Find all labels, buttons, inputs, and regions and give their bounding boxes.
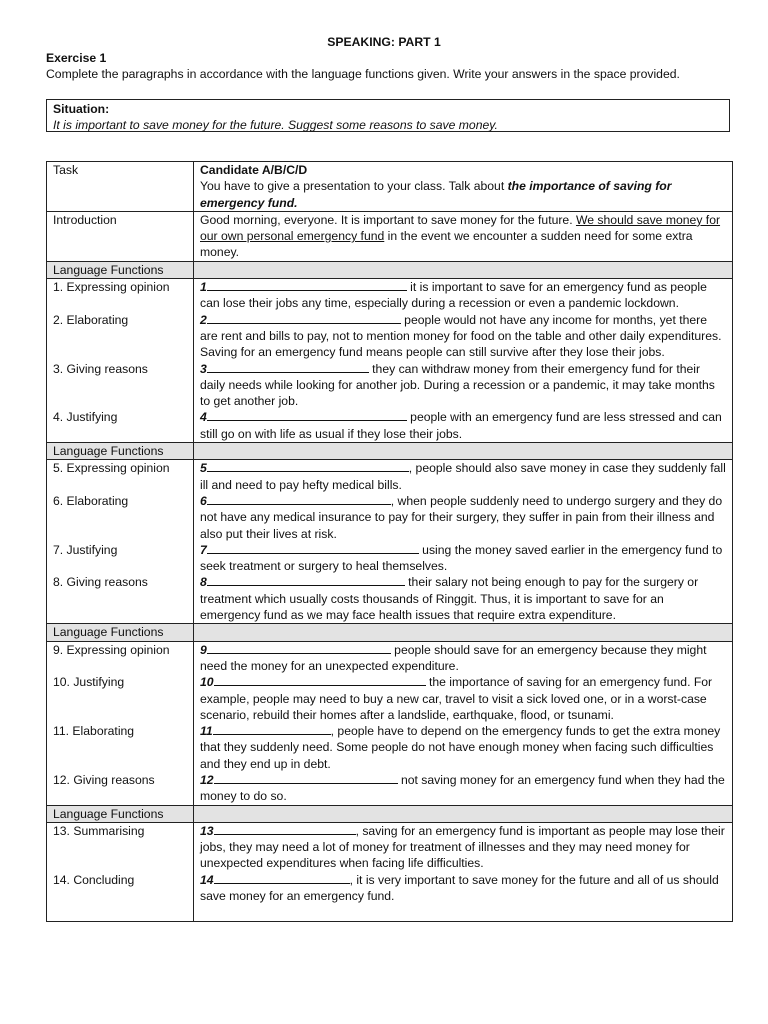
answer-blank[interactable] [207, 409, 407, 421]
answer-paragraph [200, 872, 726, 905]
answer-number: 7 [200, 542, 207, 557]
answer-text: , it is very important to save money for the future and all of us should save money for an emergency fund. [200, 872, 719, 904]
answer-number: 8 [200, 575, 207, 590]
trailing-space [200, 904, 726, 920]
answer-blank[interactable] [207, 542, 419, 554]
answer-number: 2 [200, 312, 207, 327]
task-prompt-text: You have to give a presentation to your class. Talk about [200, 179, 508, 194]
language-functions-label: Language Functions [53, 444, 164, 459]
situation-box [46, 99, 730, 132]
function-labels-cell [47, 641, 194, 805]
function-label: 7. Justifying [53, 542, 118, 557]
function-label: 6. Elaborating [53, 493, 129, 508]
function-label: 3. Giving reasons [53, 361, 148, 376]
language-functions-header-row [47, 261, 733, 278]
answer-blank[interactable] [207, 642, 391, 654]
answer-number: 3 [200, 361, 207, 376]
answer-paragraph [200, 574, 726, 623]
table-header-row [47, 162, 733, 212]
answer-paragraph [200, 823, 726, 872]
task-prompt-topic: the importance of saving for emergency fund. [200, 179, 672, 210]
function-label: 2. Elaborating [53, 312, 129, 327]
function-label: 13. Summarising [53, 823, 145, 838]
answer-paragraph [200, 642, 726, 675]
answer-text: their salary not being enough to pay for the surgery or treatment which usually costs thousands of Ringgit. Thus, it is important to save for an emergency fund as we may face health issues that require extra expenditure. [200, 575, 699, 623]
language-functions-header-row [47, 443, 733, 460]
answer-text: , people should also save money in case they suddenly fall ill and need to pay hefty medical bills. [200, 461, 726, 492]
function-label: 5. Expressing opinion [53, 461, 170, 476]
situation-label: Situation: [53, 102, 110, 116]
answer-number: 10 [200, 675, 214, 690]
function-label: 14. Concluding [53, 872, 135, 887]
answer-number: 11 [200, 724, 213, 739]
answer-blank[interactable] [213, 723, 331, 735]
answer-number: 13 [200, 823, 214, 838]
language-functions-empty-cell [194, 443, 733, 460]
page-title: SPEAKING: PART 1 [327, 35, 441, 49]
answer-number: 9 [200, 642, 207, 657]
function-label: 11. Elaborating [53, 724, 135, 739]
answer-blank[interactable] [214, 674, 426, 686]
answer-paragraph [200, 460, 726, 493]
language-functions-label-cell [47, 805, 194, 822]
answer-text: , people have to depend on the emergency funds to get the extra money that they suddenly need. Some people do not have enough money when facing such difficulties and they end up in debt. [200, 724, 721, 771]
exercise-instructions: Complete the paragraphs in accordance with the language functions given. Write your answers in the space provided. [46, 67, 680, 81]
answer-paragraph [200, 361, 726, 410]
introduction-text-1: Good morning, everyone. It is important to save money for the future. [200, 212, 576, 227]
language-functions-label-cell [47, 261, 194, 278]
answer-blank[interactable] [207, 361, 369, 373]
language-functions-label: Language Functions [53, 806, 164, 821]
answer-text: using the money saved earlier in the emergency fund to seek treatment or surgery to heal themselves. [200, 542, 723, 574]
answer-text: people should save for an emergency because they might need the money for an unexpected expenditure. [200, 642, 707, 673]
introduction-text-2: in the event we encounter a sudden need for some extra money. [200, 229, 693, 260]
language-functions-content-row [47, 641, 733, 805]
function-labels-cell [47, 460, 194, 624]
candidate-label: Candidate A/B/C/D [200, 163, 308, 177]
language-functions-label: Language Functions [53, 625, 164, 640]
language-functions-header-row [47, 805, 733, 822]
function-label: 8. Giving reasons [53, 575, 148, 590]
answer-text: they can withdraw money from their emergency fund for their daily needs while looking for another job. During a recession or a pandemic, it may take months to get another job. [200, 361, 715, 409]
function-answers-cell [194, 279, 733, 443]
answer-blank[interactable] [214, 823, 356, 835]
answer-paragraph [200, 279, 726, 312]
introduction-label: Introduction [53, 212, 117, 227]
language-functions-label-cell [47, 624, 194, 641]
function-answers-cell [194, 460, 733, 624]
answer-paragraph [200, 772, 726, 805]
answer-text: people with an emergency fund are less stressed and can still go on with life as usual if they lose their jobs. [200, 410, 722, 441]
answer-text: people would not have any income for months, yet there are rent and bills to pay, not to mention money for food on the table and other daily expenditures. Saving for an emergency fund means people can still survive after they lose their jobs. [200, 312, 722, 360]
function-answers-cell [194, 641, 733, 805]
answer-blank[interactable] [207, 493, 391, 505]
answer-number: 4 [200, 410, 207, 425]
function-labels-cell [47, 279, 194, 443]
answer-text: , when people suddenly need to undergo surgery and they do not have any medical insurance to pay for their surgery, they suffer in pain from their illness and also put their lives at risk. [200, 493, 723, 541]
task-table [46, 161, 733, 922]
function-label: 12. Giving reasons [53, 772, 155, 787]
language-functions-header-row [47, 624, 733, 641]
answer-paragraph [200, 409, 726, 442]
introduction-text-cell [194, 211, 733, 261]
function-labels-cell [47, 822, 194, 921]
answer-text: it is important to save for an emergency fund as people can lose their jobs any time, especially during a recession or even a pandemic lockdown. [200, 280, 707, 311]
answer-paragraph [200, 674, 726, 723]
task-prompt [200, 178, 726, 211]
introduction-underlined: We should save money for our own personal emergency fund [200, 212, 721, 244]
task-label-cell [47, 162, 194, 212]
answer-blank[interactable] [214, 772, 398, 784]
language-functions-content-row [47, 279, 733, 443]
task-label: Task [53, 163, 79, 177]
function-answers-cell [194, 822, 733, 921]
answer-blank[interactable] [214, 872, 350, 884]
answer-number: 14 [200, 872, 214, 887]
language-functions-content-row [47, 822, 733, 921]
answer-blank[interactable] [207, 460, 409, 472]
answer-number: 1 [200, 280, 207, 295]
answer-paragraph [200, 493, 726, 542]
candidate-cell [194, 162, 733, 212]
answer-number: 5 [200, 461, 207, 476]
function-label: 1. Expressing opinion [53, 280, 170, 295]
answer-text: not saving money for an emergency fund when they had the money to do so. [200, 772, 725, 804]
exercise-title: Exercise 1 [46, 51, 107, 65]
language-functions-empty-cell [194, 805, 733, 822]
answer-paragraph [200, 723, 726, 772]
language-functions-empty-cell [194, 624, 733, 641]
situation-text: It is important to save money for the future. Suggest some reasons to save money. [53, 118, 498, 133]
answer-blank[interactable] [207, 279, 407, 291]
answer-number: 12 [200, 772, 214, 787]
answer-text: , saving for an emergency fund is important as people may lose their jobs, they may need a lot of money for treatment of illnesses and they may need money for unexpected expenditures when facing life difficulties. [200, 823, 725, 871]
answer-text: the importance of saving for an emergency fund. For example, people may need to buy a new car, travel to visit a sick loved one, or in a worst-case scenario, rebuild their homes after a landslide, earthquake, flood, or tsunami. [200, 675, 713, 722]
function-label: 10. Justifying [53, 675, 125, 690]
answer-number: 6 [200, 493, 207, 508]
answer-paragraph [200, 312, 726, 361]
language-functions-content-row [47, 460, 733, 624]
answer-paragraph [200, 542, 726, 575]
language-functions-empty-cell [194, 261, 733, 278]
function-label: 9. Expressing opinion [53, 642, 170, 657]
introduction-label-cell [47, 211, 194, 261]
answer-blank[interactable] [207, 312, 401, 324]
language-functions-label-cell [47, 443, 194, 460]
language-functions-label: Language Functions [53, 262, 164, 277]
introduction-row [47, 211, 733, 261]
answer-blank[interactable] [207, 574, 405, 586]
function-label: 4. Justifying [53, 410, 118, 425]
